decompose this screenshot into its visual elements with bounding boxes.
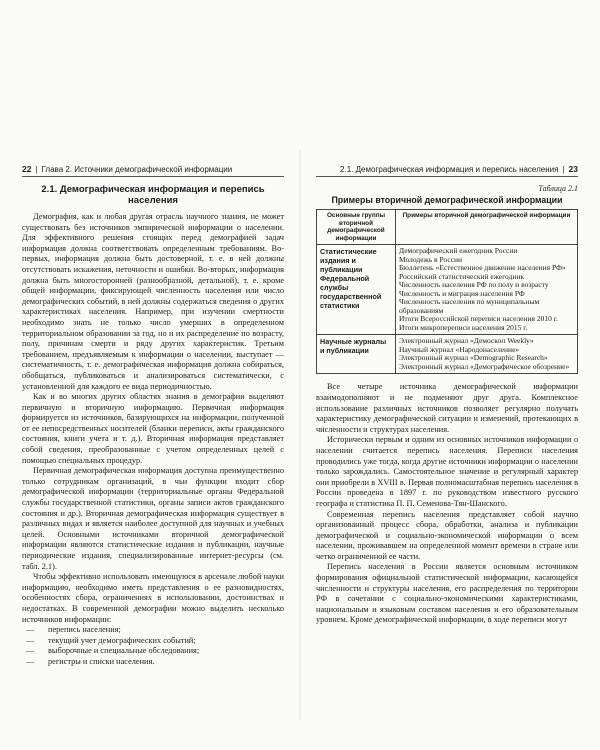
table-number: Таблица 2.1 <box>538 184 578 193</box>
table-group-cell: Статистические издания и публикации Федеральной службы государственной статистики <box>317 245 396 335</box>
table-header-row <box>317 210 578 245</box>
table-row <box>317 335 578 374</box>
right-running-head-text: 2.1. Демографическая информация и перепись населения <box>340 165 559 174</box>
table-example: Итоги микропереписи населения 2015 г. <box>399 322 528 332</box>
table-example: Электронный журнал «Demographic Research» <box>399 353 548 363</box>
left-page <box>22 164 284 668</box>
table-example: Демографический ежегодник России <box>399 246 518 256</box>
right-paragraph-4: Перепись населения в России является основным источником формирования официальной статистической информации, касающейся численности и структуры населения, его распределения по территории РФ в сочетании с социально-экономическими характеристиками, национальным и языковым составом населения и его образовательным уровнем. Кроме демографической информации, в ходе переписи могут <box>316 562 578 625</box>
right-page-number: 23 <box>568 164 578 174</box>
left-paragraph-3: Первичная демографическая информация доступна преимущественно только сотрудникам организаций, в чьи функции входит сбор демографической информации (территориальные органы Федеральной службы государственной статистики, органы записи актов гражданского состояния и др.). Вторичная демографическая информация существует в различных видах и является наиболее доступной для научных и учебных целей. Основными источниками вторичной демографической информации являются статистические издания и публикации, научные периодические издания, специализированные интернет-ресурсы (см. табл. 2.1). <box>22 466 284 571</box>
right-running-head <box>316 164 578 177</box>
list-item-text: перепись населения; <box>48 625 121 635</box>
running-head-separator: | <box>562 165 565 174</box>
table-header-cell: Примеры вторичной демографической информации <box>396 210 578 245</box>
right-paragraph-2: Исторически первым и одним из основных источников информации о населении считается перепись населения. Переписи населения проводились уже тогда, когда другие источники информации о населении только зарождались. Самостоятельное значение и регулярный характер они приобрели в XVIII в. Первая полномасштабная перепись населения в России проведена в 1897 г. по руководством известного русского географа и статистика П. П. Семенова-Тян-Шанского. <box>316 435 578 508</box>
right-paragraph-1: Все четыре источника демографической информации взаимодополняют и не подменяют друг друга. Комплексное использование различных источников позволяет регулярно получать характеристику демографической ситуации и изменений, протекающих в численности и структурах населения. <box>316 382 578 434</box>
book-gutter <box>299 150 301 720</box>
table-example: Электронный журнал «Демоскоп Weekly» <box>399 336 534 346</box>
list-item <box>26 646 284 657</box>
table-group-cell: Научные журналы и публикации <box>317 335 396 374</box>
table-example: Электронный журнал «Демографическое обозрение» <box>399 361 570 371</box>
list-item <box>26 657 284 668</box>
table-example: Молодежь в России <box>399 254 463 264</box>
section-title: 2.1. Демографическая информация и перепись населения <box>41 184 265 206</box>
table-example: Численность населения РФ по полу и возрасту <box>399 280 549 290</box>
list-item <box>26 625 284 636</box>
dash-bullet: — <box>26 635 35 645</box>
dash-bullet: — <box>26 625 35 635</box>
table-example: Научный журнал «Народонаселение» <box>399 344 520 354</box>
table-example: Российский статистический ежегодник <box>399 271 525 281</box>
table-examples-cell <box>396 335 578 374</box>
table-example: Бюллетень «Естественное движение населения РФ» <box>399 263 566 273</box>
secondary-info-table <box>316 209 578 374</box>
table-row <box>317 245 578 335</box>
table-title: Примеры вторичной демографической информации <box>331 195 563 205</box>
right-page <box>316 164 578 626</box>
running-head-separator: | <box>35 165 38 174</box>
list-item-text: регистры и списки населения. <box>48 656 155 666</box>
list-item-text: выборочные и специальные обследования; <box>48 646 200 656</box>
table-examples-cell <box>396 245 578 335</box>
left-paragraph-4: Чтобы эффективно использовать имеющуюся в арсенале любой науки информацию, необходимо иметь представления о ее разновидностях, особенностях сбора, ограничениях в использовании, достоинствах и недостатках. В современной демографии можно выделить несколько источников информации: <box>22 572 284 624</box>
table-header-cell: Основные группы вторичной демографической информации <box>317 210 396 245</box>
left-paragraph-1: Демография, как и любая другая отрасль научного знания, не может существовать без источников эмпирической информации о населении. Для эффективного решения стоящих перед демографией задач информация должна соответствовать определенным требованиям. Во-первых, информация должна быть достоверной, т. е. в ней должны отсутствовать искажения, неточности и ошибки. Во-вторых, информация должна быть многосторонней (разнообразной, детальной), т. е. кроме общей информации, фиксирующей численность населения или число демографических событий, в ней должны содержаться сведения о других характеристиках населения. Например, при изучении смертности необходимо знать не только число умерших в определенном территориальном образовании за год, но и их распределение по возрасту, полу, причинам смерти и ряду других характеристик. Третьим требованием, предъявляемым к информации о населении, выступает — систематичность, т. е. демографическая информация должна собираться, обобщаться, публиковаться и анализироваться систематически, с установленной для каждого ее вида периодичностью. <box>22 212 284 391</box>
table-example: Итоги Всероссийской переписи населения 2010 г. <box>399 314 558 324</box>
left-running-head <box>22 164 284 177</box>
left-running-head-text: Глава 2. Источники демографической информации <box>41 165 233 174</box>
list-item <box>26 636 284 647</box>
dash-bullet: — <box>26 646 35 656</box>
right-paragraph-3: Современная перепись населения представляет собой научно организованный процесс сбора, обработки, анализа и публикации демографической и социально-экономической информации о всем населении, проживавшем на определенной момент времени в стране или четко ограниченной ее части. <box>316 509 578 561</box>
dash-bullet: — <box>26 656 35 666</box>
table-example: Численность и миграция населения РФ <box>399 288 525 298</box>
left-paragraph-2: Как и во многих других областях знания в демографии выделяют первичную и вторичную информацию. Первичная информация формируется из источников, базирующихся на информации, полученной от ее непосредственных носителей (бланки переписи, акты гражданского состояния, книги учета и т. д.). Вторичная информация представляет собой сведения, преобразованные с учетом определенных целей с помощью специальных процедур. <box>22 392 284 465</box>
sources-list <box>22 625 284 667</box>
table-example: Численность населения по муниципальным образованиям <box>399 297 540 315</box>
left-page-number: 22 <box>22 164 32 174</box>
list-item-text: текущий учет демографических событий; <box>48 635 196 645</box>
